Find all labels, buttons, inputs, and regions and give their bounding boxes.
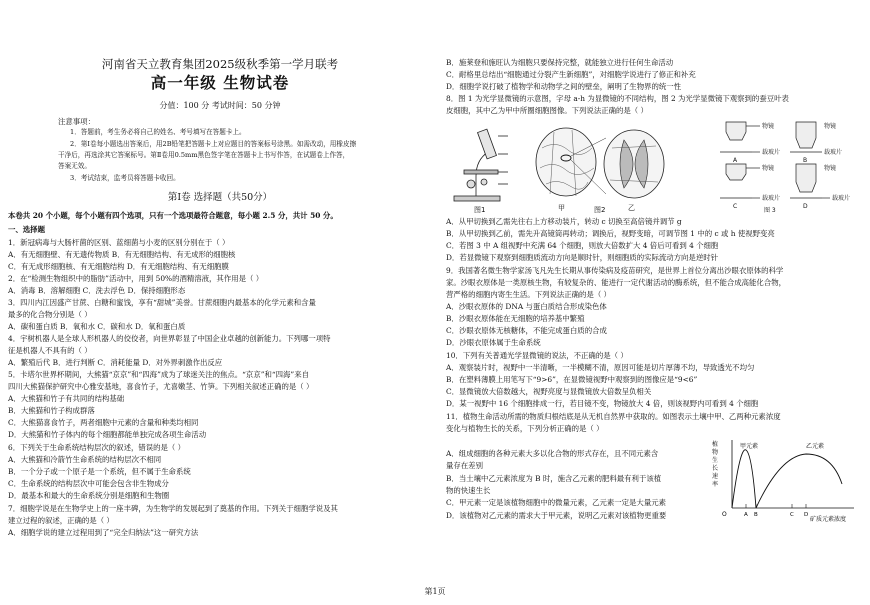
- q7-stem-cont: 建立过程的叙述，正确的是（ ）: [8, 516, 114, 525]
- graph-tick-a: A: [744, 512, 748, 518]
- fig1-caption: 图1: [474, 206, 486, 214]
- graph-yi-label: 乙元素: [806, 443, 825, 450]
- q5-option-a: A．大熊猫和竹子有共同的结构基础: [8, 394, 125, 403]
- q10-option-a: A．观察装片时，视野中一半清晰，一半模糊不清，原因可能是切片厚薄不均，导致透光不均匀: [446, 363, 755, 372]
- fig3-label-b: B: [803, 157, 808, 164]
- q10-option-b: B．在塑料薄膜上用笔写下“9>6”，在显微镜视野中观察到的图像应是“9<6”: [446, 375, 698, 384]
- fig3-wujing-b: 物镜: [824, 123, 837, 130]
- fig3-wujing-d: 物镜: [824, 165, 837, 172]
- q6-option-b: B．一个分子或一个原子是一个系统，但不属于生命系统: [8, 467, 191, 476]
- part-heading: 一、选择题: [8, 225, 45, 234]
- q6-option-d: D．最基本和最大的生命系统分别是细胞和生物圈: [8, 491, 170, 500]
- fig2-jia: 甲: [558, 204, 565, 212]
- q11-option-a: A．组成细胞的各种元素大多以化合物的形式存在，且不同元素含: [446, 449, 659, 458]
- q7-stem: 7．细胞学说是在生物学史上的一座丰碑，为生物学的发展起到了奠基的作用。下列关于细胞学说及其: [8, 504, 338, 513]
- fig3-label-c: C: [733, 203, 738, 210]
- fig2-caption: 图2: [594, 206, 606, 214]
- q1-options-ab: A．有无细胞壁、有无遗传物质 B．有无细胞结构、有无成形的细胞核: [8, 250, 236, 259]
- q11-option-b: B．当土壤中乙元素浓度为 B 时，施含乙元素的肥料最有利于该植: [446, 474, 662, 483]
- q5-option-d: D．大熊猫和竹子体内的每个细胞都能单独完成各项生命活动: [8, 430, 207, 439]
- q6-option-a: A．大熊猫和冷箭竹生命系统的结构层次不相同: [8, 455, 162, 464]
- graph-ylabel-6: 率: [712, 481, 719, 488]
- q5-stem: 5．卡塔尔世界杯期间，大熊猫“京京”和“四海”成为了球迷关注的焦点。“京京”和“四海”来自: [8, 370, 309, 379]
- growth-rate-graph: [710, 436, 860, 522]
- fig3-label-d: D: [803, 203, 808, 210]
- q3-stem: 3．四川内江因盛产甘蔗、白糖和蜜饯，享有“甜城”美誉。甘蔗细胞内最基本的化学元素和含量: [8, 298, 316, 307]
- fig2-yi: 乙: [628, 204, 635, 212]
- exam-school-title: 河南省天立教育集团2025级秋季第一学月联考: [101, 57, 339, 71]
- q7-option-c: C．耐格里总结出“细胞通过分裂产生新细胞”，对细胞学说进行了修正和补充: [446, 70, 696, 79]
- q9-stem: 9．我国著名微生物学家汤飞凡先生长期从事传染病及疫苗研究，是世界上首位分离出沙眼衣原体的科学: [446, 266, 784, 275]
- q6-stem: 6．下列关于生命系统结构层次的叙述，错误的是（ ）: [8, 443, 186, 452]
- q5-option-c: C．大熊猫喜食竹子，两者细胞中元素的含量和种类均相同: [8, 418, 199, 427]
- fig3-wujing-c: 物镜: [762, 165, 775, 172]
- q5-option-b: B．大熊猫和竹子构成群落: [8, 406, 95, 415]
- q9-stem-2: 家。沙眼衣原体是一类原核生物，有较复杂的、能进行一定代谢活动的酶系统，但不能合成高能化合物，: [446, 278, 786, 287]
- fig3-zaibopian-b: 载玻片: [824, 149, 843, 156]
- graph-tick-d: D: [804, 512, 809, 518]
- graph-xlabel: 矿质元素浓度: [810, 516, 847, 522]
- q8-option-a: A．从甲切换到乙需先往右上方移动装片，转动 c 切换至高倍镜并调节 g: [446, 217, 682, 226]
- q7-option-a: A．细胞学说的建立过程用到了“完全归纳法”这一研究方法: [8, 528, 199, 537]
- q8-option-b: B．从甲切换到乙前，需先升高镜筒再转动；调换后，视野变暗，可调节图 1 中的 c 或 h 使视野变亮: [446, 229, 775, 238]
- q10-option-c: C．显微镜放大倍数越大，视野亮度与显微镜放大倍数呈负相关: [446, 387, 652, 396]
- q9-option-b: B．沙眼衣原体能在无细胞的培养基中繁殖: [446, 314, 585, 323]
- q1-stem: 1．新冠病毒与大肠杆菌的区别、蓝细菌与小麦的区别分别在于（ ）: [8, 238, 230, 247]
- graph-tick-b: B: [754, 512, 758, 518]
- exam-title: 高一年级 生物试卷: [150, 73, 290, 92]
- q9-option-c: C．沙眼衣原体无核糖体，不能完成蛋白质的合成: [446, 326, 607, 335]
- q6-option-c: C．生命系统的结构层次中可能会包含非生物成分: [8, 479, 169, 488]
- q8-figures: [446, 118, 864, 214]
- q3-options: A．碳和蛋白质 B．氧和水 C．碳和水 D．氧和蛋白质: [8, 322, 186, 331]
- q2-options: A．消毒 B．溶解细胞 C．洗去浮色 D．保持细胞形态: [8, 286, 186, 295]
- microscope-figure: [454, 129, 508, 201]
- fig3-wujing-a: 物镜: [762, 123, 775, 130]
- notice-line-1: 1．答题前，考生务必将自己的姓名、考号填写在答题卡上。: [70, 128, 246, 136]
- guard-cell-image: [604, 130, 664, 198]
- q11-stem-cont: 变化与植物生长的关系，下列分析正确的是（ ）: [446, 424, 604, 433]
- page-number: 第1页: [424, 587, 446, 596]
- notice-line-4: 答案无效。: [58, 162, 91, 170]
- q4-stem: 4．宇树机器人是全球人形机器人的佼佼者，向世界彰显了中国企业卓越的创新能力。下列哪一项特: [8, 334, 331, 343]
- q7-option-d: D．细胞学说打破了植物学和动物学之间的壁垒，阐明了生物界的统一性: [446, 82, 682, 91]
- q7-option-b: B．施莱登和施旺认为细胞只要保持完整，就能独立进行任何生命活动: [446, 58, 674, 67]
- fig3-caption: 图 3: [764, 207, 776, 214]
- section-intro: 本卷共 20 个小题，每个小题有四个选项，只有一个选项最符合题意，每小题 2.5 分，共计 50 分。: [8, 211, 338, 220]
- q8-option-d: D．若显微镜下观察到细胞质流动方向是顺时针，则细胞质的实际流动方向是逆时针: [446, 253, 718, 262]
- q2-stem: 2．在“检测生物组织中的脂肪”活动中，用到 50%的酒精溶液，其作用是（ ）: [8, 274, 264, 283]
- graph-jia-label: 甲元素: [740, 443, 759, 450]
- q4-stem-cont: 征是机器人不具有的（ ）: [8, 346, 92, 355]
- fig3-zaibopian-d: 载玻片: [832, 195, 851, 202]
- q11-option-d: D．该植物对乙元素的需求大于甲元素，说明乙元素对该植物更重要: [446, 511, 667, 520]
- q10-stem: 10．下列有关普通光学显微镜的说法，不正确的是（ ）: [446, 351, 628, 360]
- curve-jia: [732, 450, 756, 508]
- notice-line-2: 2．第Ⅰ卷每小题选出答案后，用2B铅笔把答题卡上对应题目的答案标号涂黑。如需改动，用橡皮擦: [70, 140, 357, 148]
- q4-options: A．繁殖后代 B．进行判断 C．消耗能量 D．对外界刺激作出反应: [8, 358, 223, 367]
- q5-stem-cont: 四川大熊猫保护研究中心雅安基地，喜食竹子，尤喜嫩茎、竹笋。下列相关叙述正确的是（ ）: [8, 382, 314, 391]
- q10-option-d: D．某一视野中 16 个细胞排成一行，若目镜不变，物镜放大 4 倍，则该视野内可看到 4 个细胞: [446, 399, 759, 408]
- q1-options-cd: C．有无成形细胞核、有无细胞结构 D．有无细胞结构、有无细胞膜: [8, 262, 229, 271]
- notice-heading: 注意事项：: [58, 117, 95, 126]
- leaf-epidermis-image: [536, 128, 596, 196]
- q9-stem-3: 营严格的细胞内寄生生活。下列说法正确的是（ ）: [446, 290, 611, 299]
- q8-stem-cont: 皮细胞，其中乙为甲中所圈细胞图像。下列说法正确的是（ ）: [446, 106, 648, 115]
- fig3-label-a: A: [733, 157, 738, 164]
- score-time: 分值：100 分 考试时间：50 分钟: [159, 101, 281, 110]
- q9-option-a: A．沙眼衣原体的 DNA 与蛋白质结合形成染色体: [446, 302, 607, 311]
- q11-stem: 11．植物生命活动所需的物质归根结底是从无机自然界中获取的。如图表示土壤中甲、乙两种元素浓度: [446, 412, 781, 421]
- q8-stem: 8．图 1 为光学显微镜的示意图，字母 a-h 为显微镜的不同结构，图 2 为光学显微镜下观察到的蚕豆叶表: [446, 94, 789, 103]
- q3-stem-cont: 最多的化合物分别是（ ）: [8, 310, 92, 319]
- fig3-zaibopian-a: 载玻片: [762, 149, 781, 156]
- graph-ylabel-4: 长: [712, 465, 719, 472]
- graph-ylabel-1: 植: [712, 441, 719, 448]
- q9-option-d: D．沙眼衣原体属于生命系统: [446, 338, 541, 347]
- curve-yi: [756, 454, 842, 508]
- notice-line-5: 3．考试结束，监考员将答题卡收回。: [70, 174, 180, 182]
- q8-option-c: C．若图 3 中 A 组视野中充满 64 个细胞，则放大倍数扩大 4 倍后可看到 4 个细胞: [446, 241, 719, 250]
- q11-option-b-cont: 物的快速生长: [446, 486, 491, 495]
- q11-option-c: C．甲元素一定是该植物细胞中的微量元素，乙元素一定是大量元素: [446, 498, 666, 507]
- graph-ylabel-3: 生: [712, 457, 719, 464]
- graph-ylabel-5: 速: [712, 473, 719, 480]
- notice-line-3: 干净后，再选涂其它答案标号。第Ⅱ卷用0.5mm黑色签字笔在答题卡上书写作答，在试题卷上作答，: [58, 151, 350, 159]
- graph-tick-c: C: [790, 512, 794, 518]
- q11-option-a-cont: 量存在差别: [446, 461, 483, 470]
- graph-origin: O: [722, 511, 727, 518]
- graph-ylabel-2: 物: [712, 449, 719, 456]
- section-heading: 第Ⅰ卷 选择题（共50分）: [167, 192, 273, 203]
- fig3-zaibopian-c: 载玻片: [762, 195, 781, 202]
